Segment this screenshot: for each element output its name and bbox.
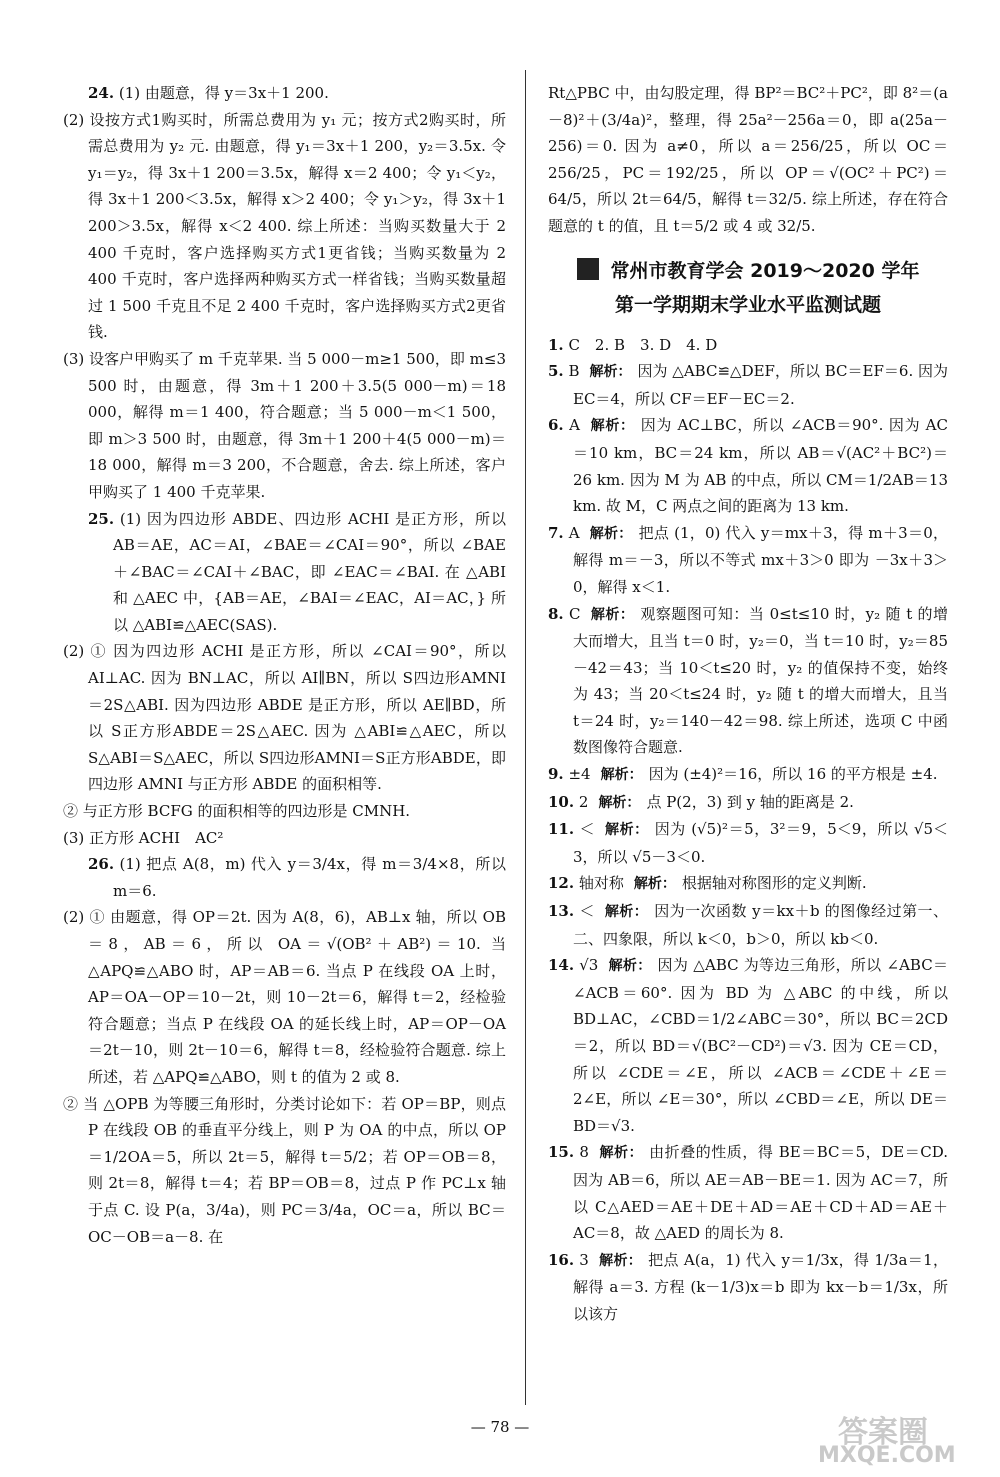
solution-paragraph <box>63 346 506 506</box>
answer-value: 2 <box>578 792 589 811</box>
answer-value: C 2. B 3. D 4. D <box>568 335 718 354</box>
solution-paragraph <box>63 107 506 346</box>
question-number: 14. <box>548 956 575 975</box>
answer-item <box>548 898 948 952</box>
analysis-label: 解析： <box>589 364 632 381</box>
question-number: 6. <box>548 416 564 435</box>
solution-paragraph <box>63 1091 506 1251</box>
analysis-text: 根据轴对称图形的定义判断. <box>681 874 867 893</box>
question-number: 15. <box>548 1143 575 1162</box>
analysis-text: 因为 (±4)²＝16，所以 16 的平方根是 ±4. <box>648 765 938 784</box>
solution-paragraph <box>88 506 506 639</box>
answer-value: 8 <box>579 1143 589 1162</box>
analysis-text: 因为 △ABC≌△DEF，所以 BC＝EF＝6. 因为 EC＝4，所以 CF＝EF－EC＝2. <box>573 362 948 408</box>
analysis-label: 解析： <box>590 606 635 623</box>
page-number: — 78 — <box>470 1418 530 1436</box>
answer-value: B <box>568 362 580 381</box>
answer-item <box>548 952 948 1139</box>
answer-value: 轴对称 <box>578 874 624 893</box>
solution-text: (3) 正方形 ACHI AC² <box>63 828 224 847</box>
section-title <box>548 254 948 322</box>
question-number: 5. <box>548 362 564 381</box>
analysis-label: 解析： <box>600 767 643 784</box>
answer-value: ＜ <box>579 902 595 921</box>
solution-paragraph <box>63 638 506 798</box>
solution-text: (3) 设客户甲购买了 m 千克苹果. 当 5 000－m≥1 500，即 m≤3 500 时，由题意，得 3m＋1 200＋3.5(5 000－m)＝18 000，解得 m＝1 400，符合题意；当 5 000－m＜1 500，即 m＞3 500 时，由题意，得 3m＋1 200＋4(5 000－m)＝18 000，解得 m＝3 200，不合题意，舍去. 综上所述，客户甲购买了 1 400 千克苹果. <box>63 349 506 501</box>
answer-item <box>548 520 948 601</box>
solution-paragraph <box>63 825 506 852</box>
question-number: 26. <box>88 855 115 874</box>
answer-item <box>548 412 948 519</box>
question-number: 7. <box>548 523 564 542</box>
answer-item <box>548 358 948 412</box>
answer-item <box>548 761 948 789</box>
answer-value: √3 <box>579 956 599 975</box>
answer-item <box>548 1139 948 1246</box>
answer-item <box>548 870 948 898</box>
analysis-text: 因为 △ABC 为等边三角形，所以 ∠ABC＝∠ACB＝60°. 因为 BD 为 △ABC 的中线，所以 BD⊥AC，∠CBD＝1/2∠ABC＝30°，所以 BC＝2CD＝2，所以 BD＝√(BC²－CD²)＝√3. 因为 CE＝CD，所以 ∠CDE＝∠E，所以 ∠ACB＝∠CDE＋∠E＝2∠E，所以 ∠E＝30°，所以 ∠CBD＝∠E，所以 DE＝BD＝√3. <box>573 956 948 1135</box>
question-number: 12. <box>548 874 575 893</box>
analysis-text: 由折叠的性质，得 BE＝BC＝5，DE＝CD. 因为 AB＝6，所以 AE＝AB－BE＝1. 因为 AC＝7，所以 C△AED＝AE＋DE＋AD＝AE＋CD＋AD＝AE＋AC＝8，故 △AED 的周长为 8. <box>573 1143 949 1243</box>
analysis-text: 把点 A(a，1) 代入 y＝1/3x，得 1/3a＝1，解得 a＝3. 方程 (k－1/3)x＝b 即为 kx－b＝1/3x，所以该方 <box>573 1250 948 1323</box>
question-number: 11. <box>548 820 575 839</box>
answer-value: A <box>569 416 580 435</box>
analysis-label: 解析： <box>604 822 649 839</box>
solution-paragraph <box>88 851 506 904</box>
section-title-line2: 第一学期期末学业水平监测试题 <box>614 293 881 316</box>
solution-text: (1) 因为四边形 ABDE、四边形 ACHI 是正方形，所以 AB＝AE，AC＝AI，∠BAE＝∠CAI＝90°，所以 ∠BAE＋∠BAC＝∠CAI＋∠BAC，即 ∠EAC＝∠BAI. 在 △ABI 和 △AEC 中，{AB＝AE，∠BAI＝∠EAC，AI＝AC，} 所以 △ABI≌△AEC(SAS). <box>113 509 506 634</box>
question-number: 9. <box>548 765 564 784</box>
analysis-label: 解析： <box>608 958 652 975</box>
answer-item <box>548 332 948 359</box>
analysis-label: 解析： <box>598 794 641 811</box>
analysis-text: 观察题图可知：当 0≤t≤10 时，y₂ 随 t 的增大而增大，且当 t＝0 时，y₂＝0，当 t＝10 时，y₂＝85－42＝43；当 10＜t≤20 时，y₂ 的值保持不变，始终为 43；当 20＜t≤24 时，y₂ 随 t 的增大而增大，且当 t＝24 时，y₂＝140－42＝98. 综上所述，选项 C 中函数图像符合题意. <box>573 604 948 757</box>
solution-text: (2) 设按方式1购买时，所需总费用为 y₁ 元；按方式2购买时，所需总费用为 y₂ 元. 由题意，得 y₁＝3x＋1 200，y₂＝3.5x. 令 y₁＝y₂，得 3x＋1 200＝3.5x，解得 x＝2 400；令 y₁＜y₂，得 3x＋1 200＜3.5x，解得 x＞2 400；令 y₁＞y₂，得 3x＋1 200＞3.5x，解得 x＜2 400. 综上所述：当购买数量大于 2 400 千克时，客户选择购买方式1更省钱；当购买数量为 2 400 千克时，客户选择两种购买方式一样省钱；当购买数量超过 1 500 千克且不足 2 400 千克时，客户选择购买方式2更省钱. <box>63 110 506 342</box>
question-number: 8. <box>548 604 564 623</box>
question-number: 1. <box>548 335 564 354</box>
solution-text: (1) 把点 A(8，m) 代入 y＝3/4x，得 m＝3/4×8，所以 m＝6. <box>113 855 506 900</box>
answer-list <box>548 332 948 1328</box>
question-number: 24. <box>88 84 115 102</box>
answer-value: C <box>568 604 581 623</box>
analysis-label: 解析： <box>604 904 649 921</box>
question-number: 13. <box>548 902 575 921</box>
solution-text: ② 与正方形 BCFG 的面积相等的四边形是 CMNH. <box>63 802 411 821</box>
analysis-label: 解析： <box>633 876 676 893</box>
section-title-line1: 常州市教育学会 2019～2020 学年 <box>610 259 920 282</box>
answer-item <box>548 816 948 870</box>
left-column <box>63 80 506 1250</box>
answer-item <box>548 601 948 762</box>
solution-paragraph <box>88 80 506 107</box>
solution-paragraph <box>63 798 506 825</box>
solution-text: (2) ① 由题意，得 OP＝2t. 因为 A(8，6)，AB⊥x 轴，所以 OB＝8，AB＝6，所以 OA＝√(OB²＋AB²)＝10. 当 △APQ≌△ABO 时，AP＝AB＝6. 当点 P 在线段 OA 上时，AP＝OA－OP＝10－2t，则 10－2t＝6，解得 t＝2，经检验符合题意；当点 P 在线段 OA 的延长线上时，AP＝OP－OA＝2t－10，则 2t－10＝6，解得 t＝8，经检验符合题意. 综上所述，若 △APQ≌△ABO，则 t 的值为 2 或 8. <box>63 908 506 1086</box>
analysis-text: 把点 (1，0) 代入 y＝mx＋3，得 m＋3＝0，解得 m＝－3，所以不等式 mx＋3＞0 即为 －3x＋3＞0，解得 x＜1. <box>573 523 948 596</box>
answer-value: A <box>568 523 580 542</box>
watermark-line1: 答案圈 <box>838 1415 928 1450</box>
analysis-text: 因为一次函数 y＝kx＋b 的图像经过第一、二、四象限，所以 k＜0，b＞0，所以 kb＜0. <box>573 902 948 948</box>
analysis-label: 解析： <box>598 1145 644 1162</box>
solution-text: ② 当 △OPB 为等腰三角形时，分类讨论如下：若 OP＝BP，则点 P 在线段 OB 的垂直平分线上，则 P 为 OA 的中点，所以 OP＝1/2OA＝5，所以 2t＝5，解得 t＝5/2；若 OP＝OB＝8，则 2t＝8，解得 t＝4；若 BP＝OB＝8，过点 P 作 PC⊥x 轴于点 C. 设 P(a，3/4a)，则 PC＝3/4a，OC＝a，所以 BC＝OC－OB＝a－8. 在 <box>63 1094 506 1246</box>
solution-text: (2) ① 因为四边形 ACHI 是正方形，所以 ∠CAI＝90°，所以 AI⊥AC. 因为 BN⊥AC，所以 AI∥BN，所以 S四边形AMNI＝2S△ABI. 因为四边形 ABDE 是正方形，所以 AE∥BD，所以 S正方形ABDE＝2S△AEC. 因为 △ABI≌△AEC，所以 S△ABI＝S△AEC，所以 S四边形AMNI＝S正方形ABDE，即四边形 AMNI 与正方形 ABDE 的面积相等. <box>63 642 506 794</box>
continued-solution: Rt△PBC 中，由勾股定理，得 BP²＝BC²＋PC²，即 8²＝(a－8)²＋(3/4a)²，整理，得 25a²－256a＝0，即 a(25a－256)＝0. 因为 a≠0，所以 a＝256/25，所以 OC＝256/25，PC＝192/25，所以 OP＝√(OC²＋PC²)＝64/5，所以 2t＝64/5，解得 t＝32/5. 综上所述，存在符合题意的 t 的值，且 t＝5/2 或 4 或 32/5. <box>548 84 948 235</box>
answer-value: 3 <box>579 1250 589 1269</box>
solution-paragraph <box>63 904 506 1090</box>
watermark-logo <box>808 1407 978 1467</box>
analysis-label: 解析： <box>598 1252 643 1269</box>
answer-value: ±4 <box>568 765 591 784</box>
right-column <box>548 80 948 1328</box>
analysis-text: 点 P(2，3) 到 y 轴的距离是 2. <box>646 792 854 811</box>
solution-text: (1) 由题意，得 y＝3x＋1 200. <box>118 84 329 102</box>
watermark-line2: MXQE.COM <box>818 1443 956 1468</box>
analysis-label: 解析： <box>589 525 633 542</box>
answer-item <box>548 1247 948 1328</box>
answer-value: ＜ <box>579 820 595 839</box>
question-number: 16. <box>548 1250 575 1269</box>
section-square-icon <box>577 258 599 280</box>
analysis-text: 因为 (√5)²＝5，3²＝9，5＜9，所以 √5＜3，所以 √5－3＜0. <box>573 820 948 866</box>
question-number: 10. <box>548 792 575 811</box>
question-number: 25. <box>88 509 115 528</box>
column-divider <box>525 70 526 1405</box>
answer-item <box>548 789 948 817</box>
analysis-label: 解析： <box>589 418 635 435</box>
analysis-text: 因为 AC⊥BC，所以 ∠ACB＝90°. 因为 AC＝10 km，BC＝24 km，所以 AB＝√(AC²＋BC²)＝26 km. 因为 M 为 AB 的中点，所以 CM＝1/2AB＝13 km. 故 M，C 两点之间的距离为 13 km. <box>573 416 948 516</box>
